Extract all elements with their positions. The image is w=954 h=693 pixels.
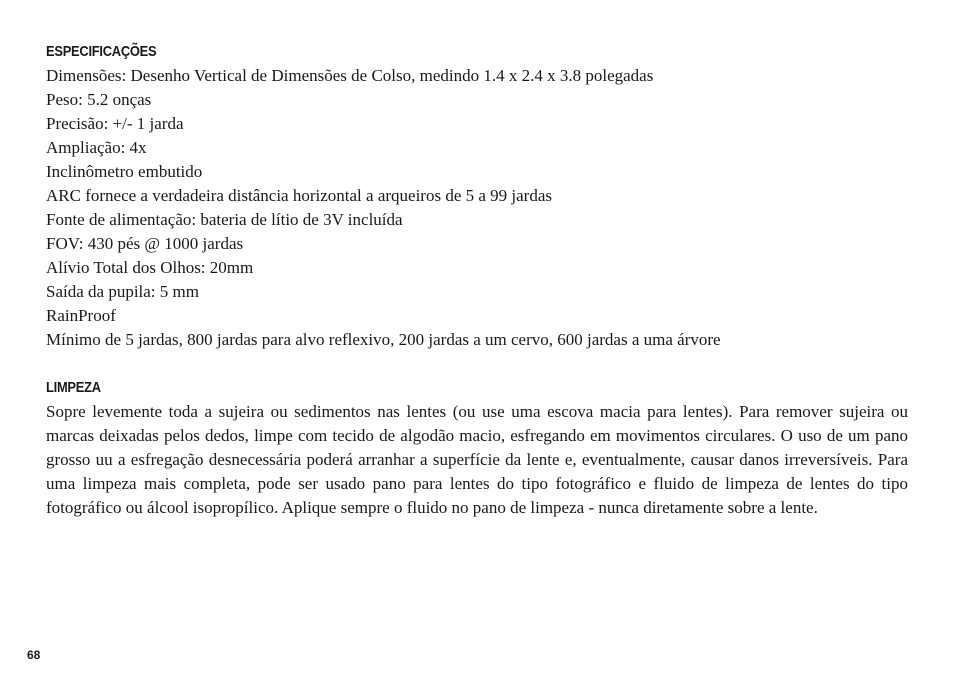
spec-item: Fonte de alimentação: bateria de lítio de 3V incluída	[46, 210, 403, 229]
cleaning-paragraph: Sopre levemente toda a sujeira ou sedimentos nas lentes (ou use uma escova macia para lentes). Para remover sujeira ou marcas deixadas pelos dedos, limpe com tecido de algodão macio, esfregando em movimentos circulares. O uso de um pano grosso uu a esfregação desnecessária poderá arranhar a superfície da lente e, eventualmente, causar danos irreversíveis. Para uma limpeza mais completa, pode ser usado pano para lentes do tipo fotográfico e fluido de limpeza de lentes do tipo fotográfico ou álcool isopropílico. Aplique sempre o fluido no pano de limpeza - nunca diretamente sobre a lente.	[46, 402, 908, 517]
spec-item: Inclinômetro embutido	[46, 162, 203, 181]
spec-item: FOV: 430 pés @ 1000 jardas	[46, 234, 244, 253]
spec-item: RainProof	[46, 306, 116, 325]
section-spacer	[46, 352, 908, 376]
specs-list	[46, 64, 908, 352]
spec-item: Precisão: +/- 1 jarda	[46, 114, 184, 133]
spec-item: Dimensões: Desenho Vertical de Dimensões de Colso, medindo 1.4 x 2.4 x 3.8 polegadas	[46, 66, 654, 85]
cleaning-heading: LIMPEZA	[46, 379, 101, 396]
spec-item: Ampliação: 4x	[46, 138, 147, 157]
spec-item: Peso: 5.2 onças	[46, 90, 152, 109]
manual-page	[46, 40, 908, 520]
spec-item: Alívio Total dos Olhos: 20mm	[46, 258, 254, 277]
spec-item: Mínimo de 5 jardas, 800 jardas para alvo reflexivo, 200 jardas a um cervo, 600 jardas a uma árvore	[46, 330, 721, 349]
page-number: 68	[27, 648, 41, 662]
specs-heading: ESPECIFICAÇÕES	[46, 43, 157, 60]
spec-item: Saída da pupila: 5 mm	[46, 282, 199, 301]
spec-item: ARC fornece a verdadeira distância horizontal a arqueiros de 5 a 99 jardas	[46, 186, 553, 205]
